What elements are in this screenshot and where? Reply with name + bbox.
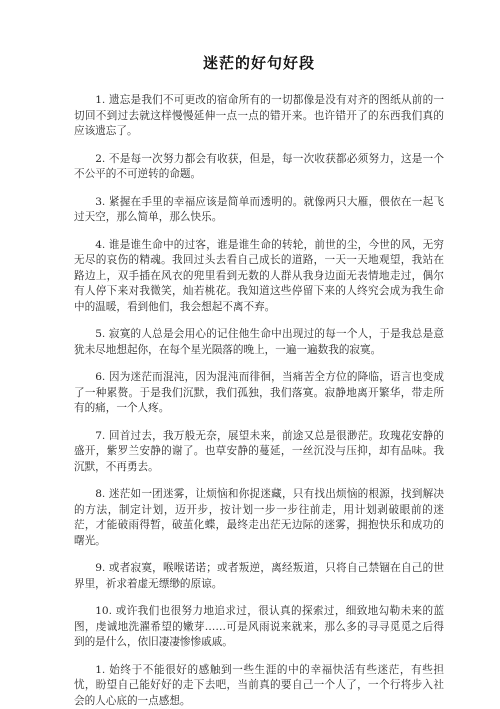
paragraph-item: 1. 始终于不能很好的感触到一些生涯的中的幸福快活有些迷茫，有些担忧，盼望自己能好好的走下去吧，当前真的要自己一个人了，一个行将步入社会的人心底的一点感想。 — [74, 663, 444, 709]
paragraph-item: 5. 寂寞的人总是会用心的记住他生命中出现过的每一个人，于是我总是意犹未尽地想起你，在每个星光陨落的晚上，一遍一遍数我的寂寞。 — [74, 327, 444, 358]
paragraph-item: 10. 或许我们也很努力地追求过，很认真的探索过，细致地勾勒未来的蓝图，虔诚地洗濯希望的嫩芽……可是风雨说来就来，那么多的寻寻觅觅之后得到的是什么，依旧凄凄惨惨戚戚。 — [74, 604, 444, 651]
paragraph-item: 1. 遗忘是我们不可更改的宿命所有的一切都像是没有对齐的图纸从前的一切回不到过去就这样慢慢延伸一点一点的错开来。也许错开了的东西我们真的应该遗忘了。 — [74, 93, 444, 140]
paragraph-item: 8. 迷茫如一团迷雾，让烦恼和你捉迷藏，只有找出烦恼的根源，找到解决的方法，制定计划，迈开步，按计划一步一步往前走，用计划剥破眼前的迷茫，才能破雨得暂，破茧化蝶，最终走出茫无边际的迷雾，拥抱快乐和成功的曙光。 — [74, 487, 444, 549]
paragraph-item: 7. 回首过去，我万般无奈，展望未来，前途又总是很渺茫。玫瑰花安静的盛开，紫罗兰安静的谢了。也草安静的蔓延，一丝沉没与压抑，却有品味。我沉默，不再勇去。 — [74, 429, 444, 476]
paragraph-item: 9. 或者寂寞，喉喉诺诺；或者叛逆，离经叛道，只将自己禁锢在自己的世界里，祈求着虚无缥缈的原谅。 — [74, 561, 444, 592]
paragraph-item: 4. 谁是谁生命中的过客，谁是谁生命的转轮，前世的尘，今世的风，无穷无尽的哀伤的精魂。我回过头去看自己成长的道路，一天一天地观望，我站在路边上，双手插在风衣的兜里看到无数的人群从我身边面无表情地走过，偶尔有人停下来对我微笑，灿若桃花。我知道这些停留下来的人终究会成为我生命中的温暖，看到他们，我会想起不离不弃。 — [74, 238, 444, 316]
paragraph-item: 3. 紧握在手里的幸福应该是简单而透明的。就像两只大雁，偎依在一起飞过天空，那么简单，那么快乐。 — [74, 195, 444, 226]
paragraph-list — [74, 93, 444, 709]
paragraph-item: 6. 因为迷茫而混沌，因为混沌而徘徊，当痛苦全方位的降临，语言也变成了一种累赘。于是我们沉默，我们孤独，我们落寞。寂静地离开繁华，带走所有的痛，一个人疼。 — [74, 370, 444, 417]
paragraph-item: 2. 不是每一次努力都会有收获，但是，每一次收获都必须努力，这是一个不公平的不可逆转的命题。 — [74, 152, 444, 183]
document-title: 迷茫的好句好段 — [74, 52, 444, 73]
